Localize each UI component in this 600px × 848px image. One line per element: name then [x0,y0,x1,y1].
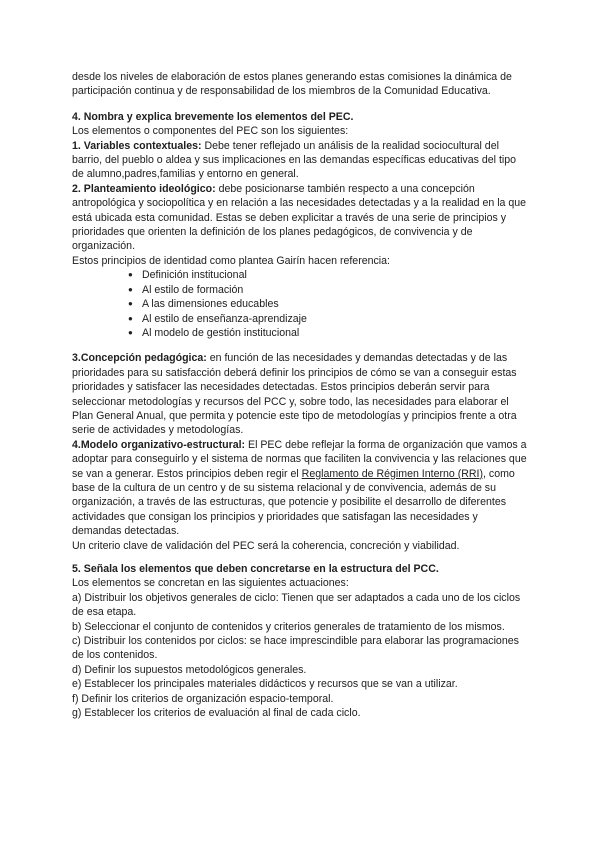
item-text: debe posicionarse también respecto a una concepción antropológica y sociopolítica y en relación a las necesidades detectadas y a la realidad en la que está ubicada esta comunidad. Estas se deben explicitar a través de una serie de principios y prioridades que orienten la definición de los planes pedagógicos, de convivencia y de organización. [72,182,527,253]
item-variables-contextuales [72,139,530,182]
item-modelo-organizativo [72,438,530,539]
section-5-lead: Los elementos se concretan en las siguientes actuaciones: [72,577,349,590]
list-item: ● Definición institucional [128,268,530,282]
rri-link[interactable]: Reglamento de Régimen Interno (RRI) [301,467,484,480]
section-5-heading: 5. Señala los elementos que deben concretarse en la estructura del PCC. [72,563,439,575]
item-label: 3.Concepción pedagógica: [72,352,207,365]
intro-paragraph: desde los niveles de elaboración de estos planes generando estas comisiones la dinámica de participación continua y de responsabilidad de los miembros de la Comunidad Educativa. [72,71,512,98]
item-label: 2. Planteamiento ideológico: [72,182,216,195]
item-text: El PEC debe reflejar la forma de organización que vamos a adoptar para conseguirlo y el sistema de normas que faciliten la convivencia y las relaciones que se van a generar. Estos principios deben regir el [72,438,527,480]
spacer [72,340,530,351]
section-4-heading: 4. Nombra y explica brevemente los elementos del PEC. [72,110,354,123]
list-item: ● A las dimensiones educables [128,297,530,311]
list-item: a) Distribuir los objetivos generales de ciclo: Tienen que ser adaptados a cada uno de los ciclos de esa etapa. [72,591,521,619]
item-label: 4.Modelo organizativo-estructural: [72,438,246,451]
spacer [72,553,530,562]
item-text: en función de las necesidades y demandas detectadas y de las prioridades para su satisfacción deberá definir los principios de cómo se van a conseguir estas prioridades y satisfacer las necesidades detectadas. Estos principios deberán servir para seleccionar metodologías y recursos del PCC y, sobre todo, las necesidades para elaborar el Plan General Anual, que permita y potencie este tipo de metodologías y principios frente a otra serie de actividades y metodologías. [72,352,517,437]
document-page [72,70,530,720]
item-concepcion-pedagogica [72,351,530,437]
list-item: b) Seleccionar el conjunto de contenidos y criterios generales de tratamiento de los mismos. [72,620,505,633]
section-4-lead: Los elementos o componentes del PEC son los siguientes: [72,125,349,138]
list-item: f) Definir los criterios de organización espacio-temporal. [72,692,334,705]
list-item: d) Definir los supuestos metodológicos generales. [72,663,307,676]
principles-list [72,268,530,340]
list-item: c) Distribuir los contenidos por ciclos: se hace imprescindible para elaborar las programaciones de los contenidos. [72,635,519,662]
item-text: Debe tener reflejado un análisis de la realidad sociocultural del barrio, del pueblo o aldea y sus implicaciones en las demandas específicas educativas del tipo de alumno,padres,familias y entorno en general. [72,139,517,181]
item-planteamiento-ideologico [72,182,530,254]
principles-intro: Estos principios de identidad como plantea Gairín hacen referencia: [72,254,390,267]
list-item: ● Al estilo de formación [128,283,530,297]
validation-criterion: Un criterio clave de validación del PEC será la coherencia, concreción y viabilidad. [72,539,460,552]
item-label: 1. Variables contextuales: [72,139,202,152]
spacer [72,99,530,110]
list-item: ● Al estilo de enseñanza-aprendizaje [128,312,530,326]
list-item: ● Al modelo de gestión institucional [128,326,530,340]
item-text: , como base de la cultura de un centro y de su sistema relacional y de convivencia, además de su organización, a través de las estructuras, que potencie y posibilite el desarrollo de diferentes actividades que consigan los principios y prioridades que satisfagan las necesidades y demandas detectadas. [72,467,515,538]
list-item: g) Establecer los criterios de evaluación al final de cada ciclo. [72,707,361,720]
list-item: e) Establecer los principales materiales didácticos y recursos que se van a utilizar. [72,678,458,691]
